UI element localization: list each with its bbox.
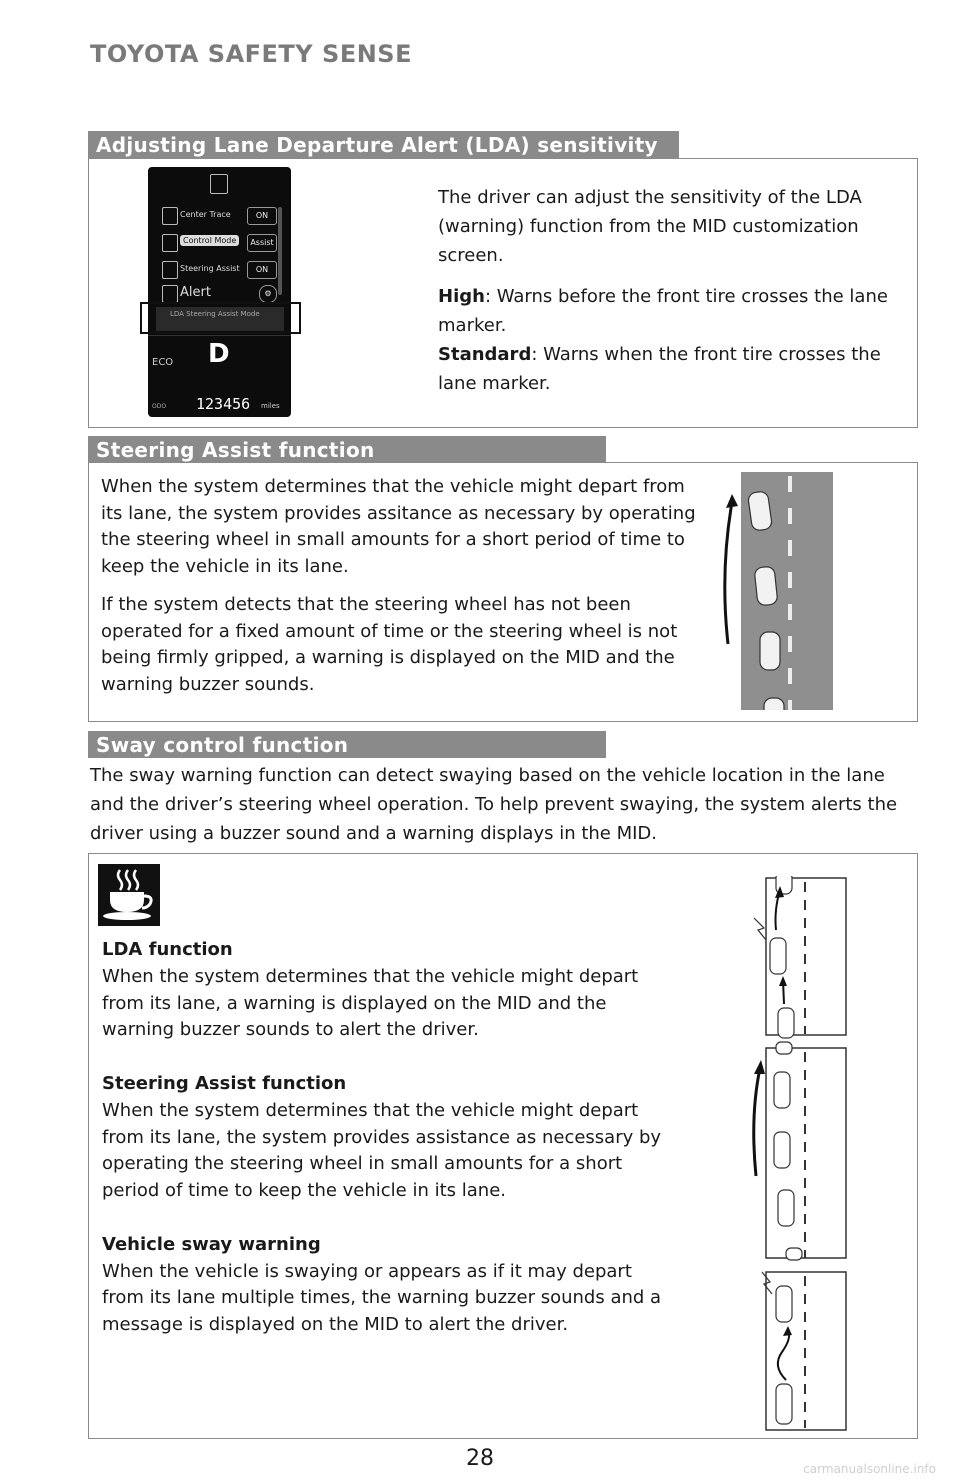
page-title: TOYOTA SAFETY SENSE [90,40,412,68]
mid-row-center-trace [158,205,277,227]
lane-icon [162,285,178,303]
mid-row-control-mode [158,232,277,254]
steering-assist-text [101,474,706,698]
lane-icon [210,174,228,194]
odometer-value: 123456 [196,395,251,413]
steering-assist-road-illustration [706,472,836,710]
option-label: High [438,286,485,307]
lane-icon [162,261,178,279]
sway-road-illustrations [740,876,852,1432]
mid-selected-item: LDA Steering Assist Mode [156,307,284,331]
odometer-unit: miles [261,402,280,410]
sway-items [102,937,662,1339]
item-text-lda: When the system determines that the vehicle might depart from its lane, a warning is displayed on the MID and the warning buzzer sounds to alert the driver. [102,965,639,1041]
road-svg [706,472,836,710]
lda-high-option [438,282,898,340]
mid-row-value: Assist [247,234,277,252]
option-text: : Warns when the front tire crosses the lane marker. [438,344,881,394]
item-text-steering-assist: When the system determines that the vehicle might depart from its lane, the system provides assistance as necessary by operating the steering wheel in small amounts for a short period of time to keep the vehicle in its lane. [102,1099,662,1202]
mid-row-steering-assist [158,259,277,281]
sway-intro: The sway warning function can detect swaying based on the vehicle location in the lane and the driver’s steering wheel operation. To help prevent swaying, the system alerts the driver using a buzzer sound and a warning displays in the MID. [90,765,898,844]
road-svg [740,876,852,1432]
item-title-lda: LDA function [102,939,233,960]
section-heading-lda-sensitivity: Adjusting Lane Departure Alert (LDA) sensitivity [88,131,679,158]
mid-row-label: Control Mode [180,235,239,246]
mid-row-value: ON [247,207,277,225]
watermark: carmanualsonline.info [803,1462,936,1476]
lda-standard-option [438,340,898,398]
odo-label: ODO [152,403,167,410]
steering-para-1: When the system determines that the vehicle might depart from its lane, the system provides assitance as necessary by operating the steering wheel in small amounts for a short period of time to keep the vehicle in its lane. [101,476,696,577]
item-title-steering-assist: Steering Assist function [102,1072,347,1094]
page-number: 28 [466,1446,494,1471]
option-label: Standard [438,344,532,365]
item-text-sway-warning: When the vehicle is swaying or appears as if it may depart from its lane multiple times, the warning buzzer sounds and a message is displayed on the MID to alert the driver. [102,1260,662,1336]
mid-display-image [148,167,291,417]
mid-row-value: ON [247,261,277,279]
option-text: : Warns before the front tire crosses the lane marker. [438,286,888,336]
steering-para-2: If the system detects that the steering wheel has not been operated for a fixed amount of time or the steering wheel is not being firmly gripped, a warning is displayed on the MID and the warning buzzer sounds. [101,594,678,695]
lane-icon [162,234,178,252]
lda-sensitivity-text [438,183,898,398]
coffee-cup-icon [98,864,160,926]
lane-icon [162,207,178,225]
item-title-sway-warning: Vehicle sway warning [102,1233,321,1255]
divider [148,335,291,336]
mid-row-label: Alert [180,285,211,300]
scrollbar [278,207,282,295]
section-heading-steering-assist: Steering Assist function [88,436,606,463]
gear-icon: ⚙ [259,285,277,303]
gear-indicator: D [208,339,230,369]
mid-row-label: Center Trace [180,210,231,219]
selection-highlight-frame [140,302,301,334]
section-heading-sway-control: Sway control function [88,731,606,758]
mid-row-label: Steering Assist [180,264,240,273]
lda-intro: The driver can adjust the sensitivity of the LDA (warning) function from the MID customization screen. [438,187,862,266]
eco-indicator: ECO [152,357,174,368]
